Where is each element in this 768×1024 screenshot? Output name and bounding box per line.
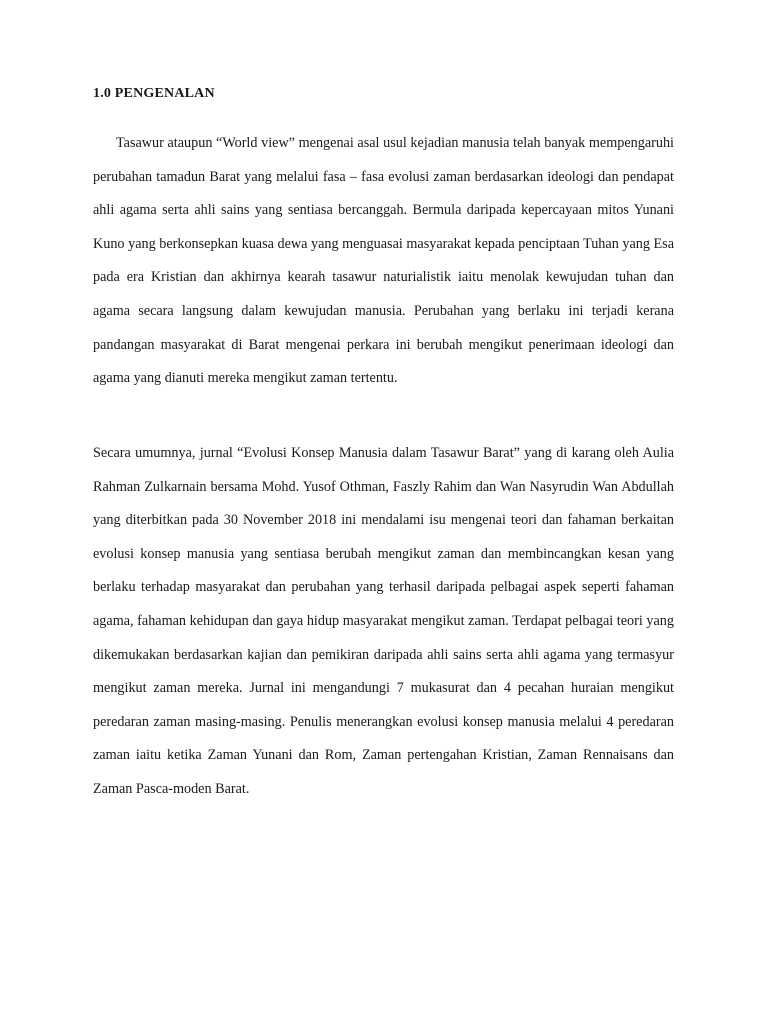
- section-heading: 1.0 PENGENALAN: [93, 86, 215, 101]
- paragraph-journal-summary: Secara umumnya, jurnal “Evolusi Konsep Manusia dalam Tasawur Barat” yang di karang oleh Aulia Rahman Zulkarnain bersama Mohd. Yusof Othman, Faszly Rahim dan Wan Nasyrudin Wan Abdullah yang diterbitkan pada 30 November 2018 ini mendalami isu mengenai teori dan fahaman berkaitan evolusi konsep manusia yang sentiasa berubah mengikut zaman dan membincangkan kesan yang berlaku terhadap masyarakat dan perubahan yang terhasil daripada pelbagai aspek seperti fahaman agama, fahaman kehidupan dan gaya hidup masyarakat mengikut zaman. Terdapat pelbagai teori yang dikemukakan berdasarkan kajian dan pemikiran daripada ahli sains serta ahli agama yang termasyur mengikut zaman mereka. Jurnal ini mengandungi 7 mukasurat dan 4 pecahan huraian mengikut peredaran zaman masing-masing. Penulis menerangkan evolusi konsep manusia melalui 4 peredaran zaman iaitu ketika Zaman Yunani dan Rom, Zaman pertengahan Kristian, Zaman Rennaisans dan Zaman Pasca-moden Barat.: [93, 445, 674, 797]
- paragraph-introduction: Tasawur ataupun “World view” mengenai asal usul kejadian manusia telah banyak mempengaruhi perubahan tamadun Barat yang melalui fasa – fasa evolusi zaman berdasarkan ideologi dan pendapat ahli agama serta ahli sains yang sentiasa bercanggah. Bermula daripada kepercayaan mitos Yunani Kuno yang berkonsepkan kuasa dewa yang menguasai masyarakat kepada penciptaan Tuhan yang Esa pada era Kristian dan akhirnya kearah tasawur naturialistik iaitu menolak kewujudan tuhan dan agama secara langsung dalam kewujudan manusia. Perubahan yang berlaku ini terjadi kerana pandangan masyarakat di Barat mengenai perkara ini berubah mengikut penerimaan ideologi dan agama yang dianuti mereka mengikut zaman tertentu.: [93, 135, 674, 387]
